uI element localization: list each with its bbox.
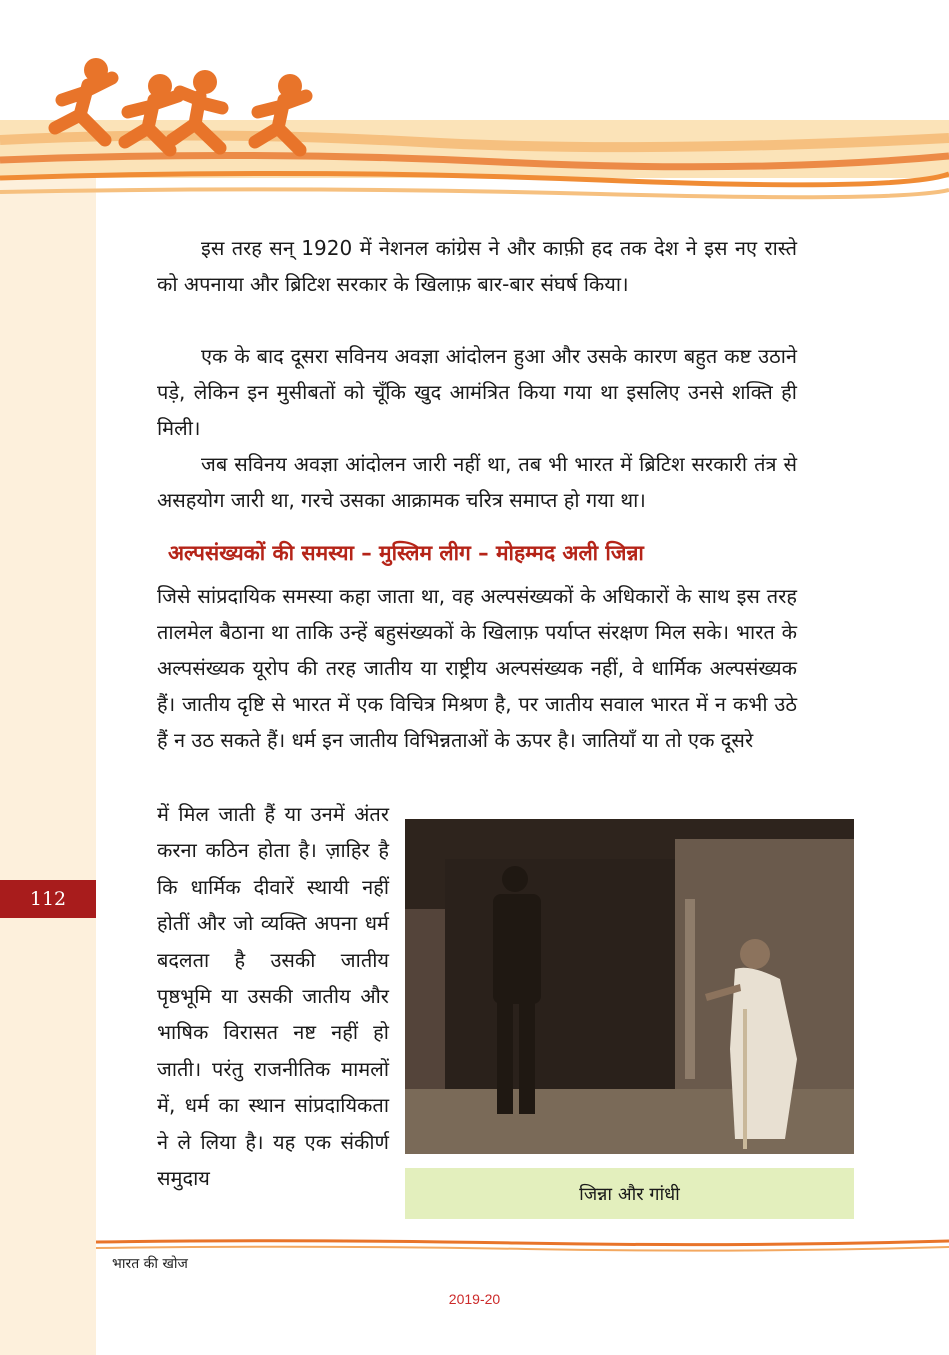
footer-rule xyxy=(96,1238,949,1252)
column-text: में मिल जाती हैं या उनमें अंतर करना कठिन होता है। ज़ाहिर है कि धार्मिक दीवारें स्थायी नहीं होतीं और जो व्यक्ति अपना धर्म बदलता है उसकी जातीय पृष्ठभूमि या उसकी जातीय और भाषिक विरासत नष्ट नहीं हो जाती। परंतु राजनीतिक मामलों में, धर्म का स्थान सांप्रदायिकता ने ले लिया है। यह एक संकीर्ण समुदाय xyxy=(157,802,389,1191)
paragraph-1: इस तरह सन् 1920 में नेशनल कांग्रेस ने और काफ़ी हद तक देश ने इस नए रास्ते को अपनाया और ब्रिटिश सरकार के खिलाफ़ बार-बार संघर्ष किया। xyxy=(157,236,797,296)
runner-figures-icon xyxy=(55,58,306,150)
section-paragraph: जिसे सांप्रदायिक समस्या कहा जाता था, वह अल्पसंख्यकों के अधिकारों के साथ इस तरह तालमेल बैठाना था ताकि उन्हें बहुसंख्यकों के खिलाफ़ पर्याप्त संरक्षण मिल सके। भारत के अल्पसंख्यक यूरोप की तरह जातीय या राष्ट्रीय अल्पसंख्यक नहीं, वे धार्मिक अल्पसंख्यक हैं। जातीय दृष्टि से भारत में एक विचित्र मिश्रण है, पर जातीय सवाल भारत में न कभी उठे हैं न उठ सकते हैं। धर्म इन जातीय विभिन्नताओं के ऊपर है। जातियाँ या तो एक दूसरे xyxy=(157,584,797,752)
photo-caption: जिन्ना और गांधी xyxy=(405,1168,854,1219)
header-runners-banner xyxy=(0,0,949,200)
page-number: 112 xyxy=(0,880,96,918)
paragraph-3: जब सविनय अवज्ञा आंदोलन जारी नहीं था, तब भी भारत में ब्रिटिश सरकारी तंत्र से असहयोग जारी था, गरचे उसका आक्रामक चरित्र समाप्त हो गया था। xyxy=(157,452,797,512)
left-margin-band xyxy=(0,175,96,1355)
paragraph-2: एक के बाद दूसरा सविनय अवज्ञा आंदोलन हुआ और उसके कारण बहुत कष्ट उठाने पड़े, लेकिन इन मुसीबतों को चूँकि खुद आमंत्रित किया गया था इसलिए उनसे शक्ति ही मिली। xyxy=(157,344,797,440)
section-heading: अल्पसंख्यकों की समस्या – मुस्लिम लीग – मोहम्मद अली जिन्ना xyxy=(168,541,644,565)
book-title: भारत की खोज xyxy=(112,1256,188,1272)
jinnah-gandhi-photo xyxy=(405,819,854,1154)
year-label: 2019-20 xyxy=(448,1291,501,1307)
